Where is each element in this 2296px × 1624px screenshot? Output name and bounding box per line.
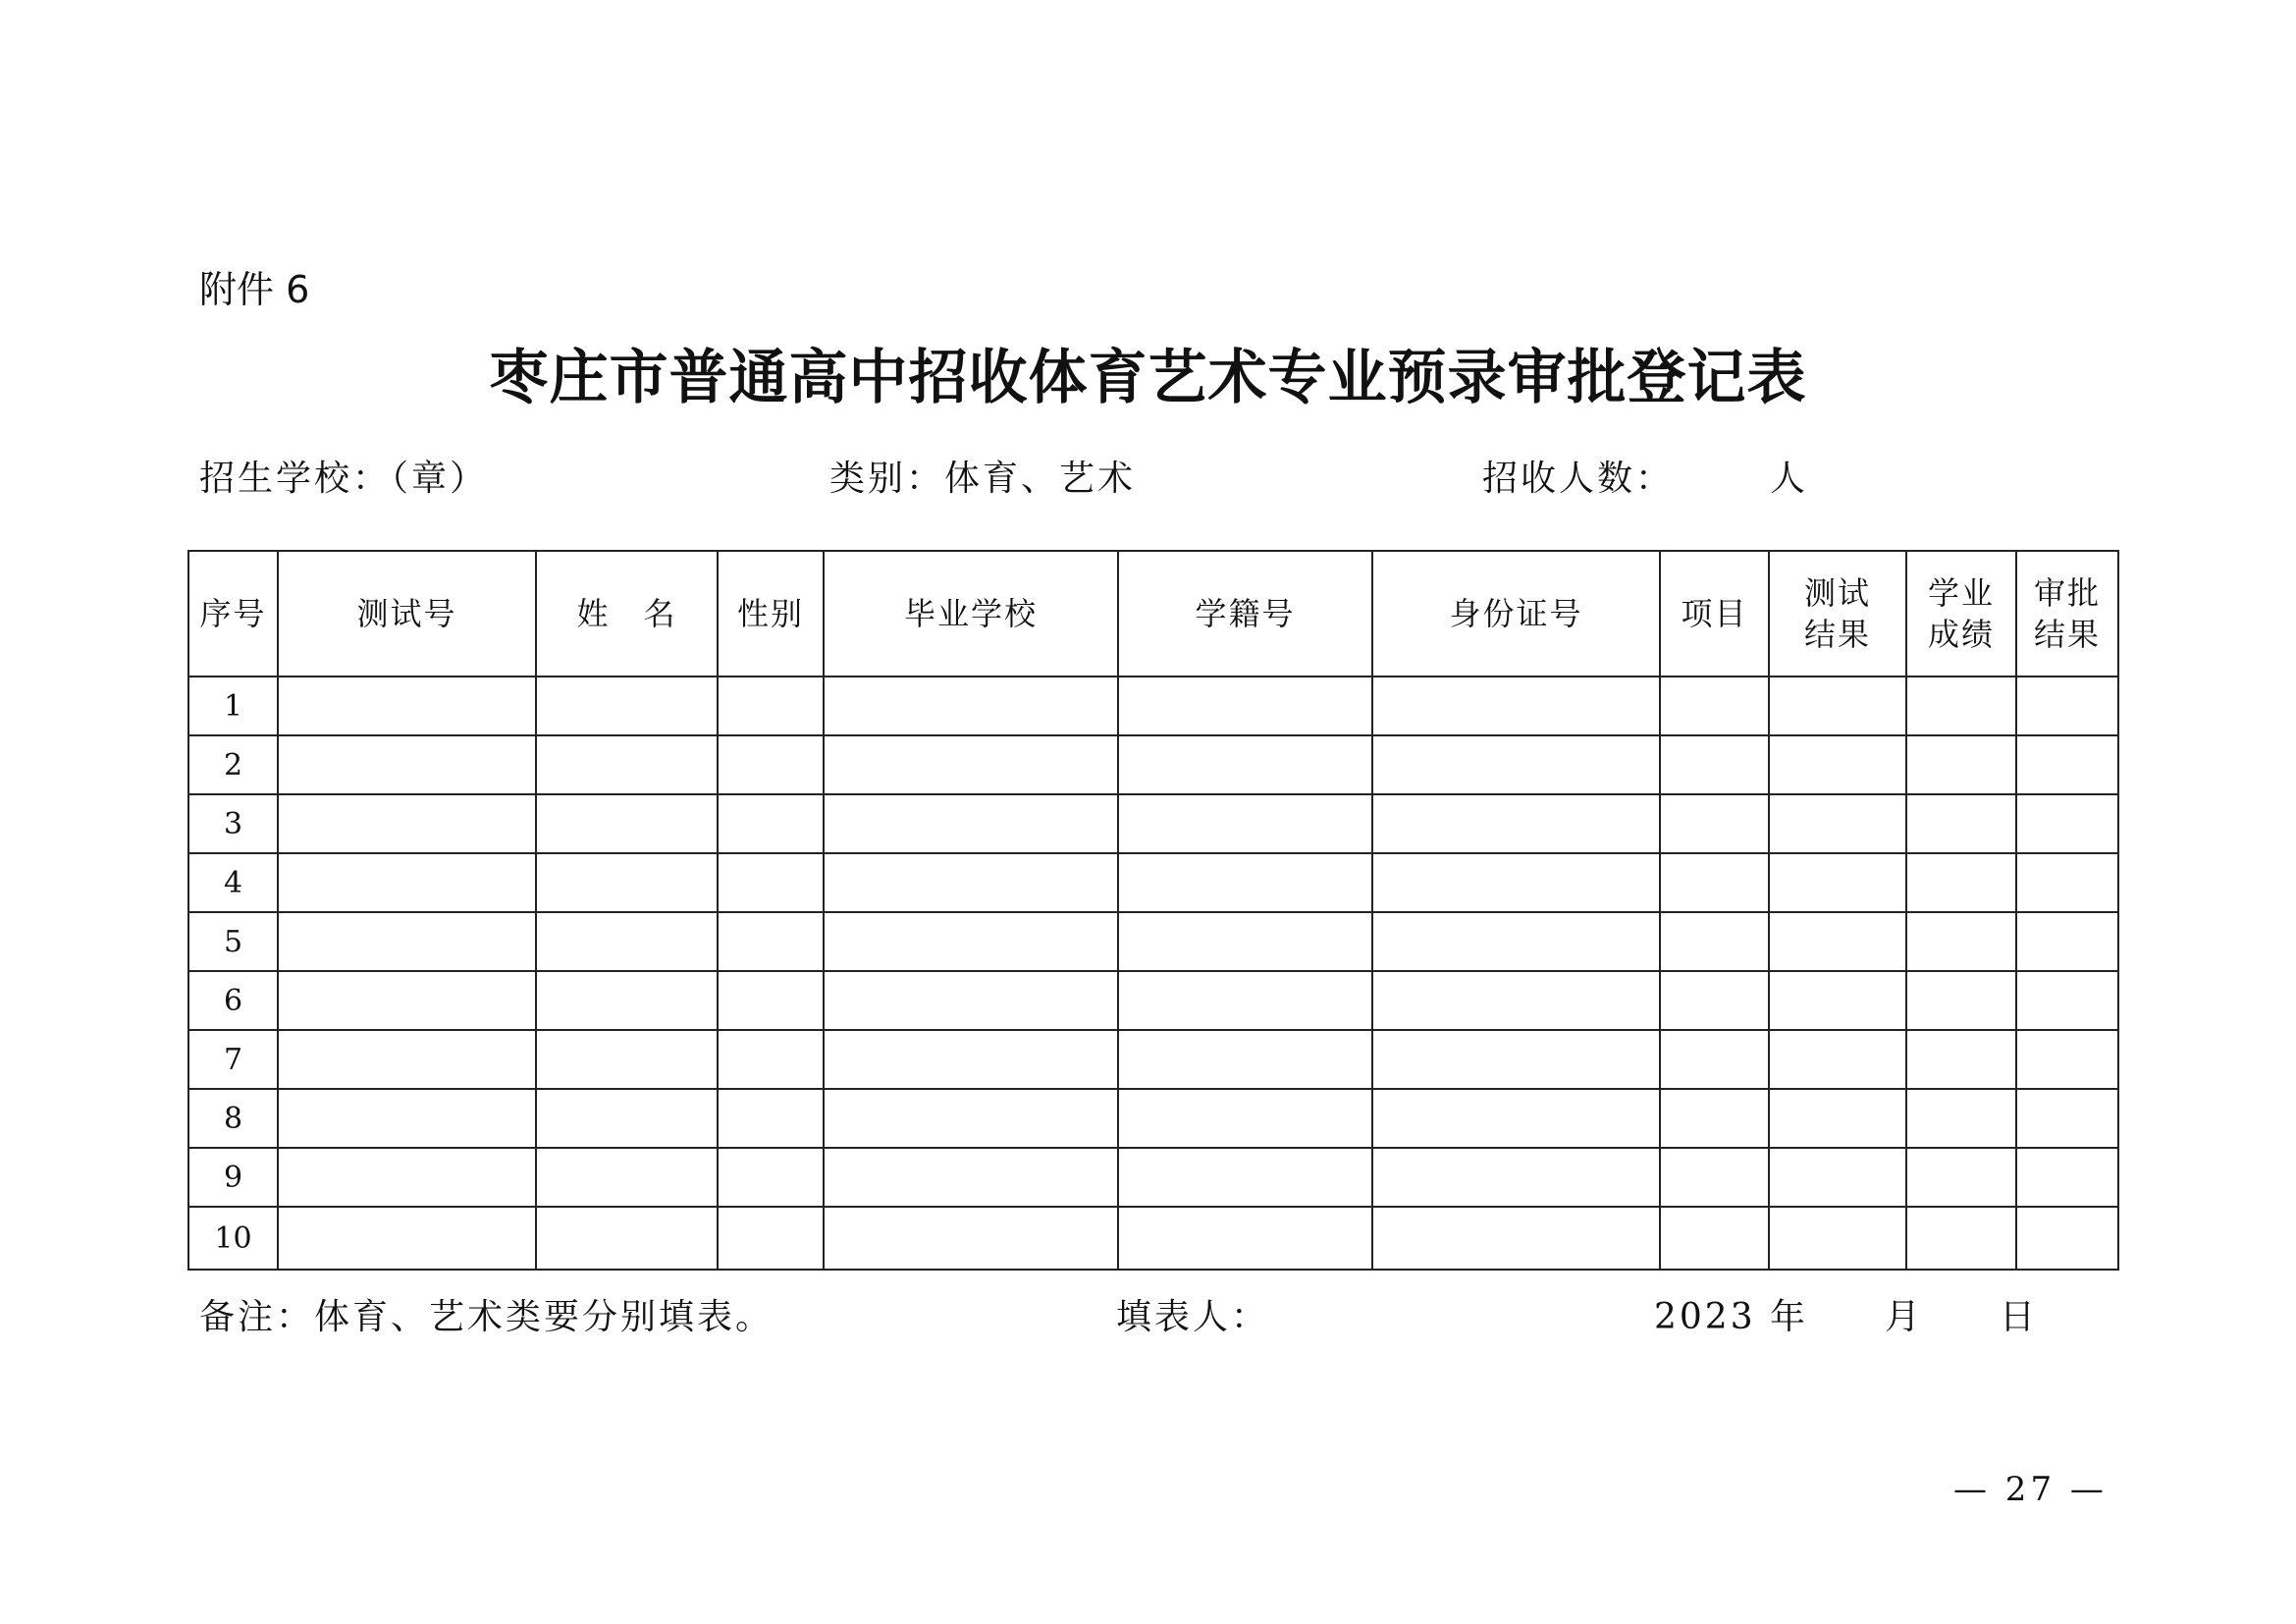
header-label: 学业 成绩 [1927,574,1995,653]
header-label: 审批 结果 [2033,574,2101,653]
table-cell [278,1089,536,1148]
table-cell [2016,1089,2118,1148]
table-cell [824,735,1118,794]
table-cell [278,735,536,794]
table-cell [1660,1148,1769,1207]
table-cell [278,677,536,735]
header-label: 项目 [1681,595,1748,632]
form-filler-label: 填表人： [1116,1297,1270,1337]
header-cell-item [1660,551,1769,677]
table-cell [718,794,824,853]
attachment-label: 附件 6 [199,268,310,311]
table-cell [824,794,1118,853]
row-serial-number: 8 [188,1089,278,1148]
row-serial-number: 6 [188,971,278,1030]
date-field: 2023 年 月 日 [1654,1297,2039,1337]
table-cell [536,853,718,912]
table-cell [278,1207,536,1270]
header-cell-student-id [1118,551,1372,677]
table-cell [1372,677,1660,735]
document-title: 枣庄市普通高中招收体育艺术专业预录审批登记表 [489,344,1807,412]
table-cell [1118,912,1372,971]
table-cell [1769,1207,1906,1270]
table-cell [1769,735,1906,794]
table-row [188,853,2118,912]
header-cell-test-result [1769,551,1906,677]
table-cell [278,971,536,1030]
header-cell-graduated-school [824,551,1118,677]
table-cell [278,853,536,912]
enrolling-school-label: 招生学校：（章） [199,459,489,499]
row-serial-number: 3 [188,794,278,853]
table-cell [1660,677,1769,735]
table-cell [536,794,718,853]
table-cell [718,971,824,1030]
table-cell [1906,1030,2016,1089]
table-cell [1769,853,1906,912]
header-label: 测试 结果 [1803,574,1871,653]
table-cell [1372,1207,1660,1270]
table-cell [1906,853,2016,912]
table-row [188,971,2118,1030]
table-row [188,677,2118,735]
table-row [188,735,2118,794]
table-row [188,1030,2118,1089]
table-cell [536,1030,718,1089]
table-row [188,1148,2118,1207]
table-cell [536,1207,718,1270]
table-cell [1372,971,1660,1030]
row-serial-number: 10 [188,1207,278,1270]
table-cell [1118,1089,1372,1148]
table-cell [718,1148,824,1207]
header-label: 身份证号 [1449,595,1583,632]
page-number: — 27 — [1953,1470,2108,1509]
table-cell [824,677,1118,735]
table-row [188,1207,2118,1270]
table-cell [2016,1030,2118,1089]
header-label: 性别 [736,595,804,632]
table-cell [536,971,718,1030]
header-cell-id-card [1372,551,1660,677]
header-label: 测试号 [356,595,457,632]
table-cell [1769,1030,1906,1089]
table-cell [1372,853,1660,912]
table-cell [824,912,1118,971]
table-cell [824,1089,1118,1148]
table-cell [1906,794,2016,853]
table-cell [1660,794,1769,853]
header-cell-academic-score [1906,551,2016,677]
table-cell [1118,735,1372,794]
table-cell [1769,1148,1906,1207]
header-cell-name [536,551,718,677]
table-cell [1372,912,1660,971]
table-cell [824,971,1118,1030]
table-cell [1372,735,1660,794]
table-cell [1906,1089,2016,1148]
table-cell [1769,794,1906,853]
table-cell [536,912,718,971]
table-row [188,1089,2118,1148]
table-cell [1769,677,1906,735]
table-cell [1660,971,1769,1030]
header-label: 序号 [199,595,267,632]
row-serial-number: 5 [188,912,278,971]
table-cell [718,735,824,794]
table-cell [1769,912,1906,971]
table-cell [1372,794,1660,853]
table-cell [1660,735,1769,794]
table-cell [718,912,824,971]
table-cell [1118,1030,1372,1089]
enrollment-count-unit: 人 [1770,459,1809,499]
row-serial-number: 7 [188,1030,278,1089]
header-cell-gender [718,551,824,677]
table-cell [1906,1207,2016,1270]
table-cell [1372,1148,1660,1207]
table-cell [1660,1207,1769,1270]
table-cell [536,1089,718,1148]
table-cell [2016,853,2118,912]
table-cell [1118,1148,1372,1207]
header-label: 毕业学校 [903,595,1038,632]
table-cell [1660,853,1769,912]
table-cell [1118,853,1372,912]
table-cell [718,1089,824,1148]
table-cell [278,1148,536,1207]
row-serial-number: 9 [188,1148,278,1207]
row-serial-number: 1 [188,677,278,735]
table-header-row [188,551,2118,677]
header-cell-test-number [278,551,536,677]
table-cell [718,677,824,735]
table-cell [824,1030,1118,1089]
table-cell [1372,1089,1660,1148]
table-cell [2016,677,2118,735]
table-cell [1118,794,1372,853]
header-label: 学籍号 [1195,595,1296,632]
row-serial-number: 2 [188,735,278,794]
table-cell [824,1207,1118,1270]
table-row [188,794,2118,853]
table-cell [718,1207,824,1270]
table-body [188,677,2118,1270]
table-cell [536,735,718,794]
table-cell [2016,735,2118,794]
table-cell [2016,794,2118,853]
table-cell [1906,971,2016,1030]
table-row [188,912,2118,971]
table-cell [1118,1207,1372,1270]
table-cell [1660,1030,1769,1089]
table-cell [1906,677,2016,735]
table-cell [1118,677,1372,735]
enrollment-count-label: 招收人数： [1482,459,1675,499]
table-cell [1906,912,2016,971]
table-cell [278,794,536,853]
table-cell [1372,1030,1660,1089]
registration-table [187,550,2119,1271]
category-label: 类别：体育、艺术 [829,459,1137,499]
table-cell [2016,971,2118,1030]
table-cell [278,912,536,971]
header-cell-serial [188,551,278,677]
table-cell [1660,912,1769,971]
table-cell [1769,1089,1906,1148]
table-cell [1906,735,2016,794]
row-serial-number: 4 [188,853,278,912]
table-cell [1660,1089,1769,1148]
table-cell [536,677,718,735]
table-cell [278,1030,536,1089]
table-cell [2016,912,2118,971]
table-cell [1906,1148,2016,1207]
table-cell [718,853,824,912]
table-cell [2016,1207,2118,1270]
header-cell-approval-result [2016,551,2118,677]
table-cell [824,1148,1118,1207]
table-cell [536,1148,718,1207]
table-cell [824,853,1118,912]
table-cell [1769,971,1906,1030]
table-cell [1118,971,1372,1030]
table-cell [718,1030,824,1089]
remark-note: 备注：体育、艺术类要分别填表。 [199,1297,774,1337]
header-label: 姓 名 [576,595,677,632]
table-cell [2016,1148,2118,1207]
